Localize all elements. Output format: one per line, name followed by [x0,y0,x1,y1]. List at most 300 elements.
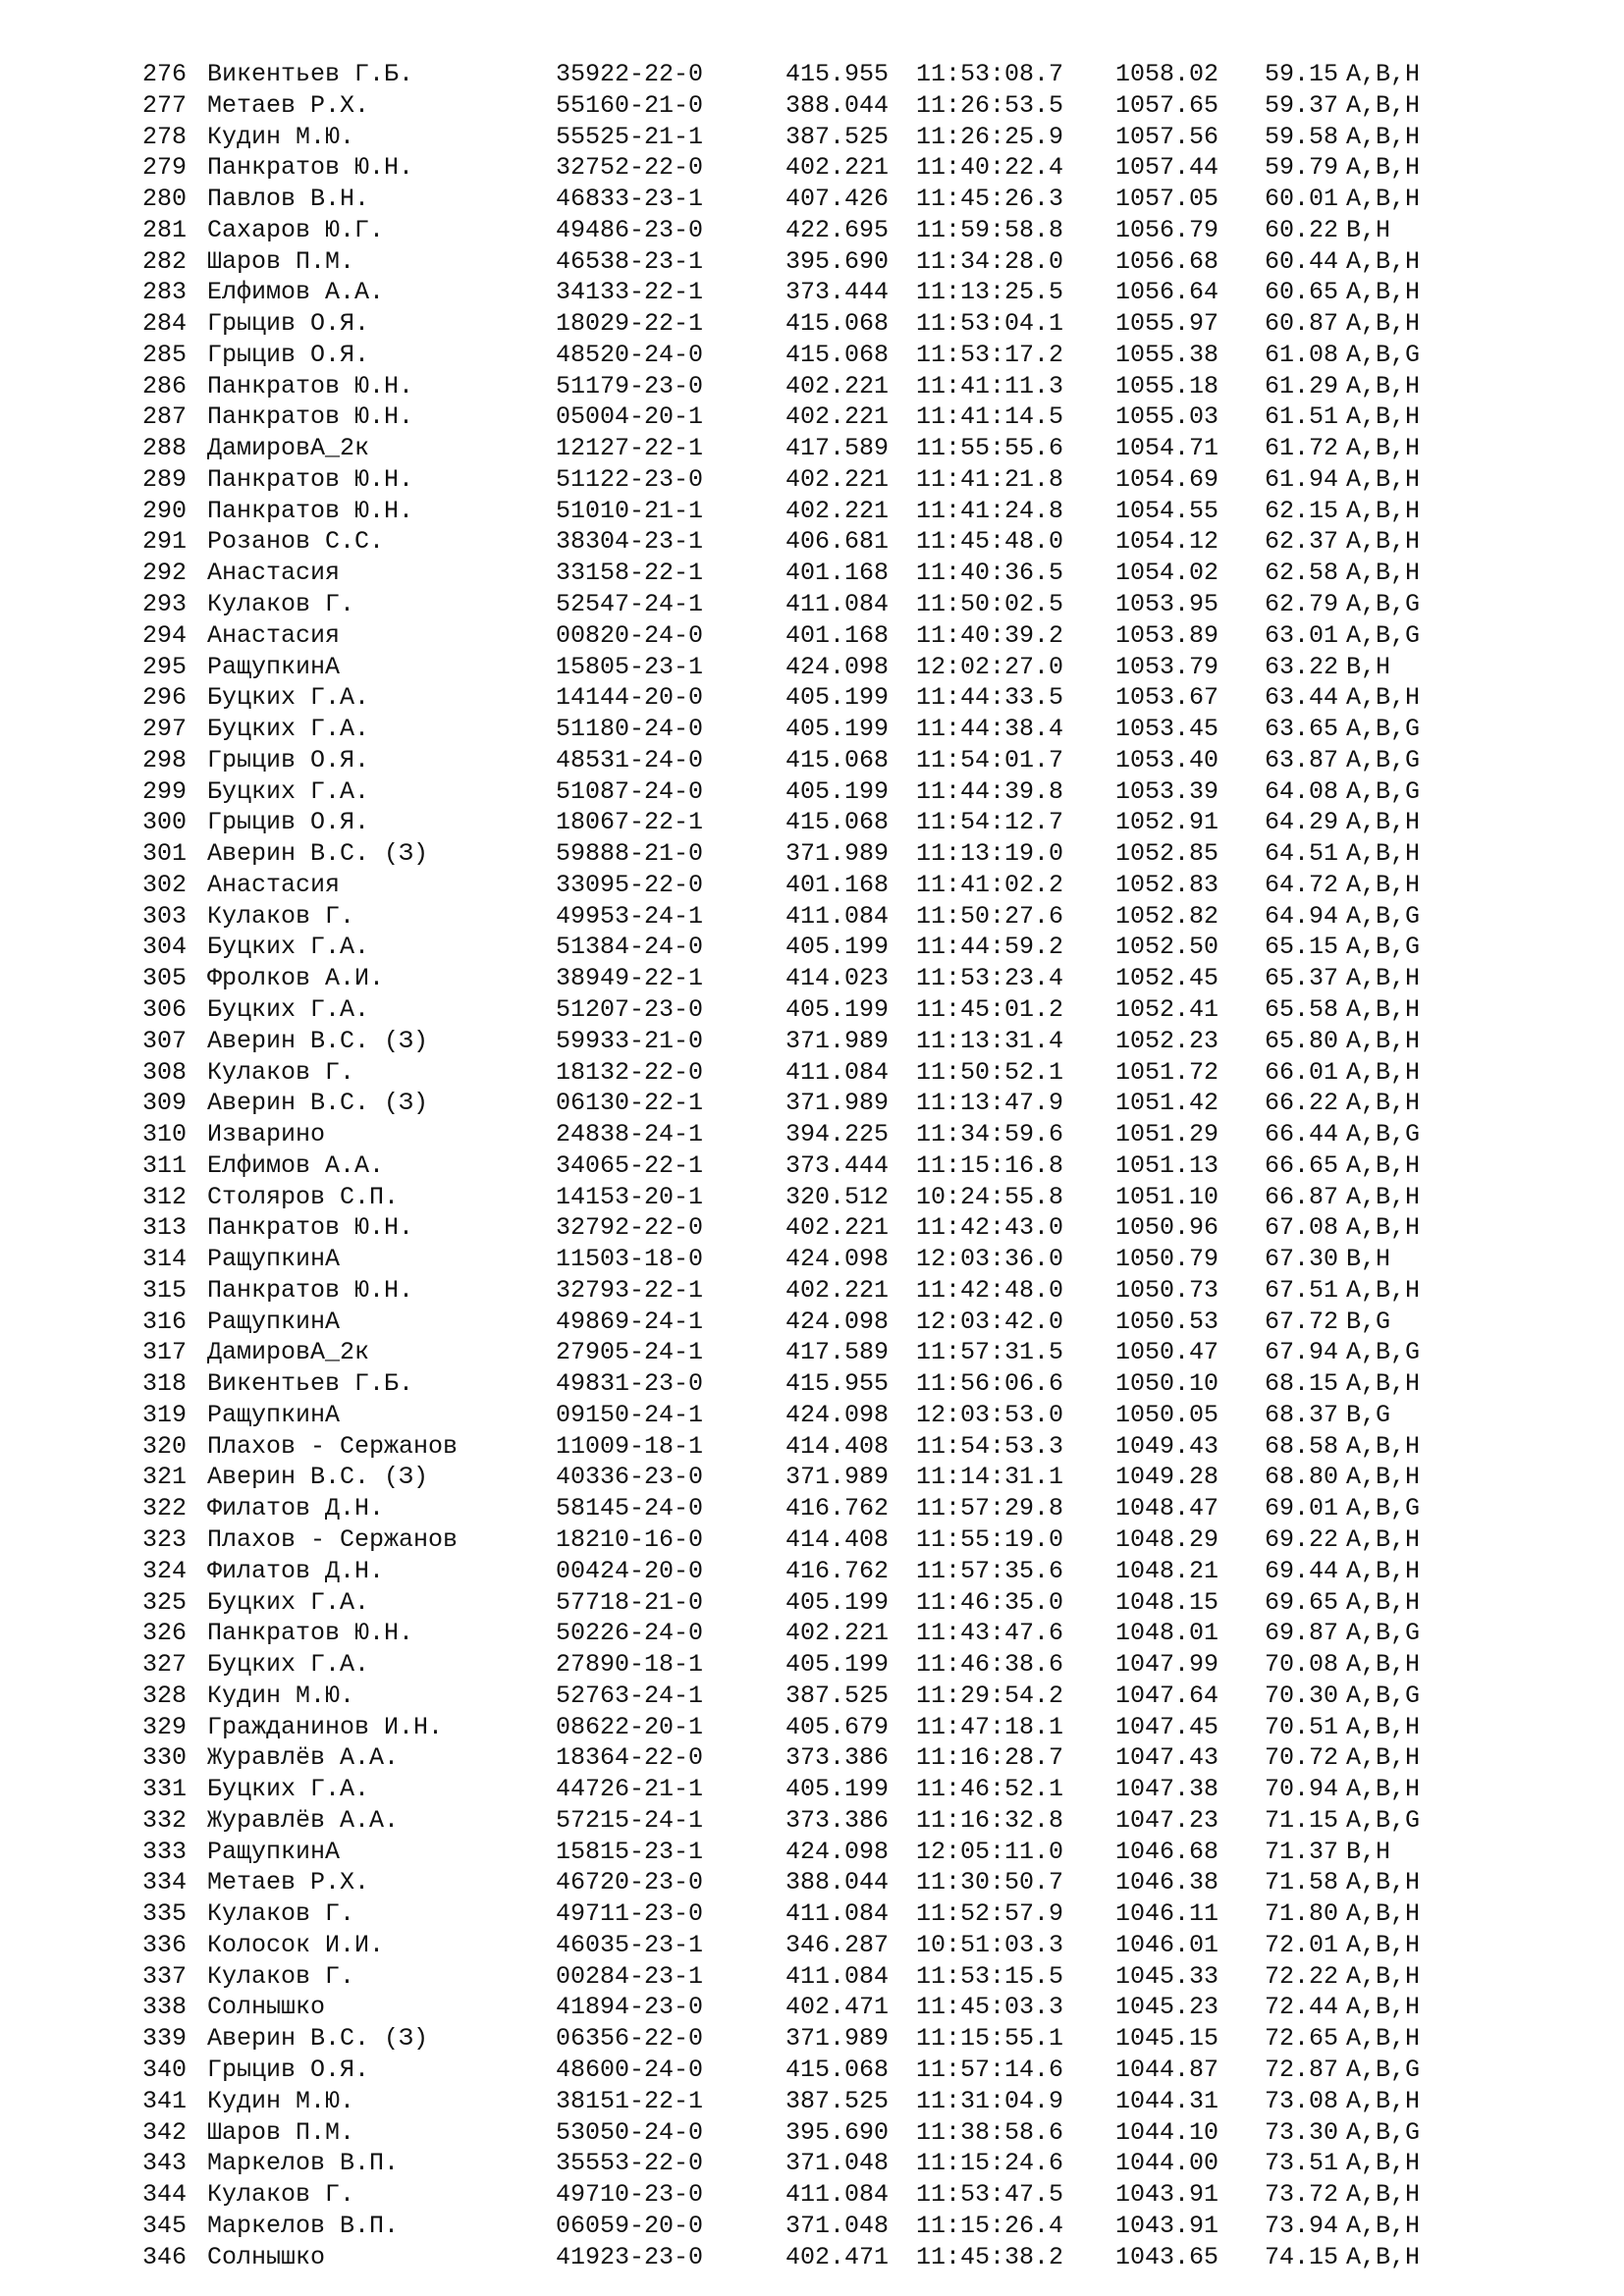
category-cell: A,B,G [1346,590,1421,619]
ring-number-cell: 35553-22-0 [556,2149,704,2178]
arrival-time-cell: 11:44:38.4 [916,715,1064,744]
distance-cell: 387.525 [785,1681,890,1710]
coefficient-cell: 68.58 [1265,1431,1339,1461]
distance-cell: 405.199 [785,1650,890,1680]
category-cell: A,B,H [1346,1182,1421,1211]
arrival-time-cell: 11:15:55.1 [916,2024,1064,2054]
ring-number-cell: 49953-24-1 [556,901,704,931]
speed-cell: 1051.29 [1115,1120,1219,1149]
coefficient-cell: 63.22 [1265,652,1339,681]
speed-cell: 1044.00 [1115,2149,1219,2178]
ring-number-cell: 57718-21-0 [556,1587,704,1617]
category-cell: A,B,H [1346,1743,1421,1773]
table-row [142,496,1517,527]
arrival-time-cell: 11:15:16.8 [916,1150,1064,1180]
distance-cell: 387.525 [785,122,890,151]
table-row [142,1275,1517,1307]
arrival-time-cell: 11:46:38.6 [916,1650,1064,1680]
category-cell: A,B,H [1346,964,1421,993]
speed-cell: 1055.03 [1115,402,1219,432]
coefficient-cell: 69.65 [1265,1587,1339,1617]
ring-number-cell: 18210-16-0 [556,1524,704,1554]
loft-name-cell: Плахов - Сержанов [207,1524,459,1554]
table-row [142,1837,1517,1868]
arrival-time-cell: 11:45:48.0 [916,527,1064,557]
ring-number-cell: 52763-24-1 [556,1681,704,1710]
coefficient-cell: 65.58 [1265,994,1339,1024]
loft-name-cell: Буцких Г.А. [207,1775,370,1804]
distance-cell: 411.084 [785,1057,890,1087]
place-cell: 322 [142,1494,188,1523]
speed-cell: 1050.47 [1115,1338,1219,1367]
category-cell: A,B,G [1346,1619,1421,1648]
coefficient-cell: 61.29 [1265,371,1339,400]
table-row [142,838,1517,870]
loft-name-cell: Аверин В.С. (З) [207,2024,429,2054]
arrival-time-cell: 11:54:01.7 [916,745,1064,774]
loft-name-cell: Филатов Д.Н. [207,1494,385,1523]
table-row [142,2179,1517,2211]
speed-cell: 1056.79 [1115,215,1219,244]
ring-number-cell: 51010-21-1 [556,496,704,525]
place-cell: 320 [142,1431,188,1461]
distance-cell: 405.199 [785,1775,890,1804]
ring-number-cell: 38304-23-1 [556,527,704,557]
speed-cell: 1043.91 [1115,2180,1219,2210]
table-row [142,1462,1517,1493]
ring-number-cell: 00820-24-0 [556,620,704,650]
ring-number-cell: 59933-21-0 [556,1026,704,1055]
arrival-time-cell: 12:03:36.0 [916,1245,1064,1274]
category-cell: A,B,H [1346,153,1421,183]
coefficient-cell: 71.58 [1265,1868,1339,1897]
table-row [142,558,1517,589]
arrival-time-cell: 11:15:24.6 [916,2149,1064,2178]
distance-cell: 414.023 [785,964,890,993]
arrival-time-cell: 11:41:11.3 [916,371,1064,400]
ring-number-cell: 18132-22-0 [556,1057,704,1087]
speed-cell: 1053.95 [1115,590,1219,619]
speed-cell: 1057.44 [1115,153,1219,183]
loft-name-cell: Журавлёв А.А. [207,1743,400,1773]
distance-cell: 414.408 [785,1431,890,1461]
loft-name-cell: Викентьев Г.Б. [207,1369,414,1399]
place-cell: 323 [142,1524,188,1554]
category-cell: A,B,H [1346,1556,1421,1585]
place-cell: 280 [142,185,188,214]
coefficient-cell: 59.58 [1265,122,1339,151]
ring-number-cell: 51087-24-0 [556,776,704,806]
coefficient-cell: 67.30 [1265,1245,1339,1274]
loft-name-cell: Грыцив О.Я. [207,808,370,837]
loft-name-cell: Гражданинов И.Н. [207,1712,444,1741]
loft-name-cell: Маркелов В.П. [207,2211,400,2240]
category-cell: A,B,G [1346,776,1421,806]
loft-name-cell: Анастасия [207,870,341,899]
distance-cell: 402.471 [785,2242,890,2271]
category-cell: B,G [1346,1400,1391,1429]
coefficient-cell: 64.72 [1265,870,1339,899]
distance-cell: 405.199 [785,933,890,962]
speed-cell: 1052.23 [1115,1026,1219,1055]
category-cell: A,B,H [1346,839,1421,869]
table-row [142,59,1517,90]
ring-number-cell: 06059-20-0 [556,2211,704,2240]
arrival-time-cell: 11:55:19.0 [916,1524,1064,1554]
results-list [142,59,1517,2272]
speed-cell: 1052.45 [1115,964,1219,993]
coefficient-cell: 64.29 [1265,808,1339,837]
category-cell: A,B,H [1346,434,1421,463]
category-cell: A,B,H [1346,1463,1421,1492]
distance-cell: 416.762 [785,1556,890,1585]
speed-cell: 1057.65 [1115,90,1219,120]
coefficient-cell: 69.44 [1265,1556,1339,1585]
speed-cell: 1044.31 [1115,2086,1219,2115]
coefficient-cell: 69.01 [1265,1494,1339,1523]
place-cell: 300 [142,808,188,837]
arrival-time-cell: 11:13:31.4 [916,1026,1064,1055]
table-row [142,1805,1517,1837]
speed-cell: 1045.15 [1115,2024,1219,2054]
distance-cell: 402.221 [785,1275,890,1305]
loft-name-cell: Буцких Г.А. [207,1650,370,1680]
loft-name-cell: ДамировА_2к [207,1338,370,1367]
loft-name-cell: Буцких Г.А. [207,715,370,744]
ring-number-cell: 00424-20-0 [556,1556,704,1585]
loft-name-cell: Панкратов Ю.Н. [207,402,414,432]
ring-number-cell: 58145-24-0 [556,1494,704,1523]
ring-number-cell: 49869-24-1 [556,1307,704,1336]
loft-name-cell: Панкратов Ю.Н. [207,496,414,525]
place-cell: 306 [142,994,188,1024]
place-cell: 279 [142,153,188,183]
place-cell: 319 [142,1400,188,1429]
table-row [142,994,1517,1026]
speed-cell: 1048.47 [1115,1494,1219,1523]
distance-cell: 405.679 [785,1712,890,1741]
loft-name-cell: Колосок И.И. [207,1930,385,1959]
table-row [142,246,1517,278]
speed-cell: 1052.85 [1115,839,1219,869]
speed-cell: 1047.45 [1115,1712,1219,1741]
table-row [142,1930,1517,1961]
coefficient-cell: 65.15 [1265,933,1339,962]
coefficient-cell: 63.01 [1265,620,1339,650]
table-row [142,277,1517,308]
table-row [142,745,1517,776]
place-cell: 318 [142,1369,188,1399]
table-row [142,1212,1517,1244]
distance-cell: 401.168 [785,620,890,650]
arrival-time-cell: 11:15:26.4 [916,2211,1064,2240]
coefficient-cell: 72.65 [1265,2024,1339,2054]
coefficient-cell: 68.80 [1265,1463,1339,1492]
loft-name-cell: Кудин М.Ю. [207,122,355,151]
ring-number-cell: 57215-24-1 [556,1805,704,1835]
category-cell: A,B,H [1346,2242,1421,2271]
distance-cell: 373.444 [785,278,890,307]
place-cell: 339 [142,2024,188,2054]
coefficient-cell: 62.79 [1265,590,1339,619]
table-row [142,589,1517,620]
place-cell: 340 [142,2056,188,2084]
table-row [142,1337,1517,1368]
category-cell: B,G [1346,1307,1391,1336]
place-cell: 303 [142,901,188,931]
arrival-time-cell: 11:57:31.5 [916,1338,1064,1367]
category-cell: A,B,H [1346,1650,1421,1680]
loft-name-cell: Розанов С.С. [207,527,385,557]
category-cell: B,H [1346,1837,1391,1866]
speed-cell: 1050.79 [1115,1245,1219,1274]
table-row [142,1119,1517,1150]
category-cell: A,B,H [1346,464,1421,494]
coefficient-cell: 73.08 [1265,2086,1339,2115]
distance-cell: 395.690 [785,2117,890,2147]
distance-cell: 402.221 [785,153,890,183]
ring-number-cell: 27890-18-1 [556,1650,704,1680]
arrival-time-cell: 11:43:47.6 [916,1619,1064,1648]
coefficient-cell: 63.44 [1265,683,1339,713]
ring-number-cell: 40336-23-0 [556,1463,704,1492]
ring-number-cell: 32752-22-0 [556,153,704,183]
table-row [142,776,1517,808]
loft-name-cell: Буцких Г.А. [207,933,370,962]
arrival-time-cell: 11:41:14.5 [916,402,1064,432]
speed-cell: 1056.64 [1115,278,1219,307]
loft-name-cell: Маркелов В.П. [207,2149,400,2178]
category-cell: A,B,H [1346,1150,1421,1180]
place-cell: 314 [142,1245,188,1274]
speed-cell: 1055.97 [1115,309,1219,339]
place-cell: 310 [142,1120,188,1149]
speed-cell: 1048.29 [1115,1524,1219,1554]
ring-number-cell: 51179-23-0 [556,371,704,400]
coefficient-cell: 65.37 [1265,964,1339,993]
arrival-time-cell: 11:45:38.2 [916,2242,1064,2271]
table-row [142,1681,1517,1712]
loft-name-cell: Плахов - Сержанов [207,1431,459,1461]
ring-number-cell: 55525-21-1 [556,122,704,151]
place-cell: 344 [142,2180,188,2210]
distance-cell: 395.690 [785,246,890,276]
table-row [142,1307,1517,1338]
place-cell: 336 [142,1930,188,1959]
table-row [142,122,1517,153]
category-cell: A,B,H [1346,994,1421,1024]
speed-cell: 1050.73 [1115,1275,1219,1305]
table-row [142,1524,1517,1556]
distance-cell: 411.084 [785,901,890,931]
speed-cell: 1049.43 [1115,1431,1219,1461]
place-cell: 291 [142,527,188,557]
distance-cell: 415.068 [785,808,890,837]
category-cell: A,B,H [1346,1712,1421,1741]
arrival-time-cell: 11:41:02.2 [916,870,1064,899]
category-cell: A,B,H [1346,278,1421,307]
speed-cell: 1057.05 [1115,185,1219,214]
arrival-time-cell: 11:40:39.2 [916,620,1064,650]
loft-name-cell: Кудин М.Ю. [207,2086,355,2115]
arrival-time-cell: 11:40:22.4 [916,153,1064,183]
arrival-time-cell: 11:13:25.5 [916,278,1064,307]
ring-number-cell: 00284-23-1 [556,1961,704,1991]
place-cell: 325 [142,1587,188,1617]
category-cell: A,B,H [1346,1089,1421,1118]
place-cell: 335 [142,1899,188,1929]
category-cell: A,B,H [1346,1993,1421,2022]
place-cell: 321 [142,1463,188,1492]
place-cell: 326 [142,1619,188,1648]
arrival-time-cell: 11:53:15.5 [916,1961,1064,1991]
category-cell: A,B,H [1346,496,1421,525]
coefficient-cell: 60.01 [1265,185,1339,214]
arrival-time-cell: 11:59:58.8 [916,215,1064,244]
table-row [142,2086,1517,2117]
distance-cell: 411.084 [785,1899,890,1929]
arrival-time-cell: 11:54:53.3 [916,1431,1064,1461]
arrival-time-cell: 11:53:08.7 [916,60,1064,88]
loft-name-cell: Грыцив О.Я. [207,2056,370,2084]
arrival-time-cell: 11:34:28.0 [916,246,1064,276]
category-cell: A,B,H [1346,527,1421,557]
loft-name-cell: Панкратов Ю.Н. [207,1275,414,1305]
loft-name-cell: Сахаров Ю.Г. [207,215,385,244]
loft-name-cell: Грыцив О.Я. [207,309,370,339]
coefficient-cell: 73.72 [1265,2180,1339,2210]
ring-number-cell: 05004-20-1 [556,402,704,432]
place-cell: 292 [142,559,188,588]
table-row [142,870,1517,901]
distance-cell: 371.048 [785,2211,890,2240]
table-row [142,1649,1517,1681]
category-cell: A,B,G [1346,715,1421,744]
distance-cell: 411.084 [785,1961,890,1991]
category-cell: A,B,G [1346,620,1421,650]
ring-number-cell: 14153-20-1 [556,1182,704,1211]
category-cell: A,B,H [1346,1587,1421,1617]
loft-name-cell: Панкратов Ю.Н. [207,1619,414,1648]
distance-cell: 371.989 [785,1463,890,1492]
coefficient-cell: 70.51 [1265,1712,1339,1741]
arrival-time-cell: 11:54:12.7 [916,808,1064,837]
category-cell: A,B,G [1346,901,1421,931]
loft-name-cell: Панкратов Ю.Н. [207,371,414,400]
speed-cell: 1053.40 [1115,745,1219,774]
speed-cell: 1052.82 [1115,901,1219,931]
ring-number-cell: 51180-24-0 [556,715,704,744]
arrival-time-cell: 12:03:53.0 [916,1400,1064,1429]
category-cell: A,B,H [1346,1057,1421,1087]
loft-name-cell: Изварино [207,1120,326,1149]
ring-number-cell: 27905-24-1 [556,1338,704,1367]
speed-cell: 1049.28 [1115,1463,1219,1492]
place-cell: 312 [142,1182,188,1211]
table-row [142,1026,1517,1057]
speed-cell: 1043.65 [1115,2242,1219,2271]
speed-cell: 1054.69 [1115,464,1219,494]
table-row [142,1867,1517,1898]
table-row [142,963,1517,994]
arrival-time-cell: 11:45:03.3 [916,1993,1064,2022]
coefficient-cell: 71.15 [1265,1805,1339,1835]
table-row [142,152,1517,184]
place-cell: 334 [142,1868,188,1897]
ring-number-cell: 46720-23-0 [556,1868,704,1897]
coefficient-cell: 71.37 [1265,1837,1339,1866]
category-cell: A,B,H [1346,1899,1421,1929]
loft-name-cell: Кулаков Г. [207,901,355,931]
place-cell: 287 [142,402,188,432]
loft-name-cell: Кудин М.Ю. [207,1681,355,1710]
arrival-time-cell: 11:41:21.8 [916,464,1064,494]
coefficient-cell: 64.51 [1265,839,1339,869]
coefficient-cell: 63.65 [1265,715,1339,744]
category-cell: A,B,H [1346,246,1421,276]
loft-name-cell: Кулаков Г. [207,1961,355,1991]
distance-cell: 415.068 [785,745,890,774]
category-cell: A,B,G [1346,1494,1421,1523]
distance-cell: 424.098 [785,1400,890,1429]
place-cell: 341 [142,2086,188,2115]
ring-number-cell: 09150-24-1 [556,1400,704,1429]
place-cell: 327 [142,1650,188,1680]
category-cell: A,B,H [1346,2024,1421,2054]
ring-number-cell: 49710-23-0 [556,2180,704,2210]
table-row [142,2117,1517,2149]
speed-cell: 1046.38 [1115,1868,1219,1897]
place-cell: 283 [142,278,188,307]
table-row [142,2148,1517,2179]
distance-cell: 402.221 [785,496,890,525]
table-row [142,1088,1517,1119]
coefficient-cell: 63.87 [1265,745,1339,774]
coefficient-cell: 68.15 [1265,1369,1339,1399]
speed-cell: 1051.13 [1115,1150,1219,1180]
distance-cell: 402.221 [785,371,890,400]
distance-cell: 411.084 [785,2180,890,2210]
category-cell: A,B,H [1346,1930,1421,1959]
speed-cell: 1047.23 [1115,1805,1219,1835]
coefficient-cell: 70.72 [1265,1743,1339,1773]
loft-name-cell: Грыцив О.Я. [207,745,370,774]
loft-name-cell: Кулаков Г. [207,2180,355,2210]
ring-number-cell: 14144-20-0 [556,683,704,713]
loft-name-cell: Буцких Г.А. [207,776,370,806]
distance-cell: 402.221 [785,402,890,432]
ring-number-cell: 50226-24-0 [556,1619,704,1648]
coefficient-cell: 61.51 [1265,402,1339,432]
category-cell: A,B,H [1346,122,1421,151]
loft-name-cell: Журавлёв А.А. [207,1805,400,1835]
distance-cell: 401.168 [785,870,890,899]
coefficient-cell: 59.37 [1265,90,1339,120]
speed-cell: 1043.91 [1115,2211,1219,2240]
place-cell: 309 [142,1089,188,1118]
ring-number-cell: 12127-22-1 [556,434,704,463]
category-cell: A,B,H [1346,402,1421,432]
category-cell: A,B,H [1346,1026,1421,1055]
place-cell: 286 [142,371,188,400]
ring-number-cell: 51207-23-0 [556,994,704,1024]
table-row [142,1431,1517,1463]
distance-cell: 424.098 [785,1245,890,1274]
table-row [142,1961,1517,1993]
ring-number-cell: 11009-18-1 [556,1431,704,1461]
category-cell: B,H [1346,1245,1391,1274]
arrival-time-cell: 11:38:58.6 [916,2117,1064,2147]
